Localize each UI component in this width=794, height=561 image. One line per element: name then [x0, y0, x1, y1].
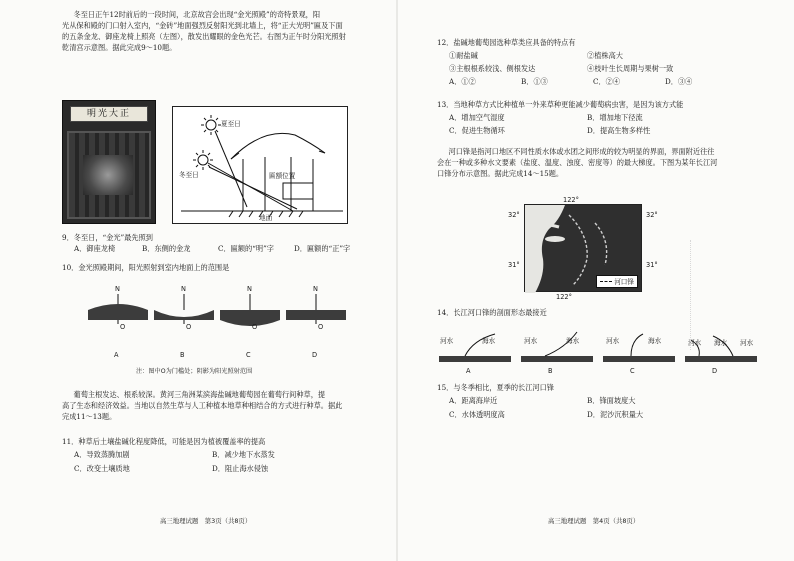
q15-option-a[interactable]: A．距离海岸近 [449, 396, 498, 406]
sunlight-diagram-svg [173, 107, 349, 225]
q14-d-river-2: 河水 [740, 339, 754, 347]
q11-option-c[interactable]: C．改变土壤质地 [74, 464, 130, 474]
plaque-box [283, 183, 313, 199]
question-12-stem: 12．盐碱地葡萄园选种草类应具备的特点有 [437, 38, 576, 47]
palace-photo [62, 100, 156, 224]
winter-sun-icon [198, 155, 208, 165]
q10-d-o: O [318, 323, 324, 331]
legend-dash-icon [600, 281, 612, 282]
plaque-label: 匾额位置 [269, 172, 296, 180]
question-9 [62, 232, 372, 255]
q12-option-c[interactable]: C．②④ [593, 77, 621, 87]
q14-option-d[interactable]: D [712, 367, 718, 375]
q14-b-sea: 海水 [566, 337, 580, 345]
q11-option-b[interactable]: B．减少地下水蒸发 [212, 450, 275, 460]
intro-paragraph-2 [62, 389, 372, 422]
intro-line: 光从保和殿的门口射入室内，“金砖”地面强烈反射阳光到北墙上，将“正大光明”匾及下面 [62, 21, 343, 31]
q10-panel-c [220, 294, 280, 326]
q10-c-o: O [252, 323, 258, 331]
q12-option-d[interactable]: D．③④ [665, 77, 693, 87]
question-15-stem: 15．与冬季相比，夏季的长江河口锋 [437, 383, 554, 392]
question-13 [437, 99, 757, 138]
show-through-mark [690, 240, 730, 350]
intro-line: 河口锋是指河口地区不同性质水体或水团之间形成的较为明显的界面，界面附近往往 [448, 147, 715, 156]
intro-paragraph-1 [62, 9, 362, 54]
q12-statement-2: ②植株高大 [587, 51, 623, 61]
q11-option-a[interactable]: A．导致蒸腾加剧 [74, 450, 130, 460]
question-13-stem: 13．当地种草方式比种植单一外来草种更能减少葡萄病虫害，是因为该方式能 [437, 100, 684, 109]
q10-c-n: N [247, 285, 252, 293]
question-11-stem: 11．种草后土壤盐碱化程度降低，可能是因为植被覆盖率的提高 [62, 437, 266, 446]
roof-curve [231, 133, 325, 159]
q10-a-n: N [115, 285, 120, 293]
map-lat-top-left: 32° [508, 211, 520, 219]
q14-c-sea: 海水 [648, 337, 662, 345]
q14-d-river: 河水 [688, 339, 702, 347]
question-10-stem: 10．金光照殿期间，阳光照射到室内地面上的范围是 [62, 263, 230, 272]
question-9-stem: 9．冬至日，“金光”最先照到 [62, 233, 153, 242]
intro-line: 乾清宫示意图。据此完成9～10题。 [62, 43, 177, 53]
intro-line: 口锋分布示意图。据此完成14～15题。 [437, 169, 564, 179]
estuary-map [524, 204, 642, 292]
intro-paragraph-3 [437, 146, 757, 179]
winter-label: 冬至日 [179, 171, 199, 179]
q13-option-d[interactable]: D．提高生物多样性 [587, 126, 651, 136]
q14-c-river: 河水 [606, 337, 620, 345]
q13-option-b[interactable]: B．增加地下径流 [587, 113, 643, 123]
q10-option-d[interactable]: D [312, 351, 318, 359]
question-11 [62, 436, 372, 477]
intro-line: 会在一种或多种水文要素（盐度、温度、浊度、密度等）的最大梯度。下图为某年长江河 [437, 158, 718, 168]
land-mass [525, 205, 565, 293]
q10-b-n: N [181, 285, 186, 293]
map-lat-bottom-left: 31° [508, 261, 520, 269]
map-lat-top-right: 32° [646, 211, 658, 219]
page-3-footer: 高三地理试题 第3页（共8页） [160, 517, 252, 525]
q9-option-d[interactable]: D．匾额的“正”字 [294, 244, 351, 254]
summer-label: 夏至日 [221, 120, 241, 128]
q14-option-a[interactable]: A [466, 367, 471, 375]
q9-option-b[interactable]: B．东侧的金龙 [142, 244, 191, 254]
q14-b-river: 河水 [524, 337, 538, 345]
q10-a-o: O [120, 323, 126, 331]
summer-sun-icon [206, 120, 216, 130]
front-line-2 [595, 223, 607, 265]
q12-option-a[interactable]: A．①② [449, 77, 476, 87]
q14-option-c[interactable]: C [630, 367, 635, 375]
q14-a-river: 河水 [440, 337, 454, 345]
q10-option-c[interactable]: C [246, 351, 251, 359]
map-legend [596, 275, 638, 288]
q14-a-sea: 海水 [482, 337, 496, 345]
intro-line: 葡萄主根发达、根系较深。黄河三角洲某滨海盐碱地葡萄园在葡萄行间种草，提 [73, 390, 326, 399]
question-15 [437, 382, 757, 423]
intro-line: 完成11～13题。 [62, 412, 117, 422]
intro-line: 的五条金龙、御座龙椅上照亮（左图），散发出耀眼的金色光芒。右图为正午时分阳光照射 [62, 32, 346, 42]
q15-option-b[interactable]: B．锋面坡度大 [587, 396, 636, 406]
q9-option-c[interactable]: C．匾额的“明”字 [218, 244, 274, 254]
question-12 [437, 37, 757, 90]
q15-option-d[interactable]: D．泥沙沉积量大 [587, 410, 644, 420]
q12-statement-4: ④枝叶生长周期与果树一致 [587, 64, 674, 74]
sunlight-diagram [172, 106, 348, 224]
map-lat-bottom-right: 31° [646, 261, 658, 269]
summer-sun-rays-icon [201, 115, 221, 135]
map-lon-top: 122° [563, 196, 579, 204]
ground-label: 地面 [259, 214, 273, 222]
q10-b-o: O [186, 323, 192, 331]
page-4-footer: 高三地理试题 第4页（共8页） [548, 517, 640, 525]
q13-option-c[interactable]: C．促进生物循环 [449, 126, 505, 136]
front-line-1 [569, 215, 587, 285]
island-shape [545, 236, 565, 242]
question-14-stem: 14．长江河口锋的剖面形态最接近 [437, 308, 547, 317]
q14-d-sea: 海水 [714, 339, 728, 347]
map-lon-bottom: 122° [556, 293, 572, 301]
q10-panel-d [286, 294, 346, 324]
q10-panel-a [88, 294, 148, 324]
q15-option-c[interactable]: C．水体透明度高 [449, 410, 505, 420]
plaque-sign: 明光大正 [70, 106, 148, 122]
golden-light [83, 155, 133, 195]
q13-option-a[interactable]: A．增加空气湿度 [449, 113, 505, 123]
q12-option-b[interactable]: B．①③ [521, 77, 548, 87]
roof-eave-left [231, 153, 239, 159]
q10-option-a[interactable]: A [114, 351, 119, 359]
summer-ray-line [215, 131, 247, 207]
q12-statement-3: ③主根根系较浅、侧根发达 [449, 64, 536, 74]
q11-option-d[interactable]: D．阻止海水侵蚀 [212, 464, 269, 474]
question-10 [62, 262, 372, 273]
q10-d-n: N [313, 285, 318, 293]
intro-line: 高了生态和经济效益。当地以自然生草与人工种植本地草种相结合的方式进行种草。据此 [62, 401, 343, 411]
q14-option-b[interactable]: B [548, 367, 553, 375]
q10-panel-b [154, 294, 214, 324]
q12-statement-1: ①耐盐碱 [449, 51, 478, 61]
q10-option-b[interactable]: B [180, 351, 185, 359]
q9-option-a[interactable]: A．御座龙椅 [74, 244, 116, 254]
q10-note: 注：图中O为门槛处；阴影为阳光照射范围 [136, 368, 253, 375]
intro-line: 冬至日正午12时前后的一段时间，北京故宫会出现“金光照殿”的奇特景观，阳 [73, 10, 321, 19]
legend-label: 河口锋 [614, 277, 634, 286]
